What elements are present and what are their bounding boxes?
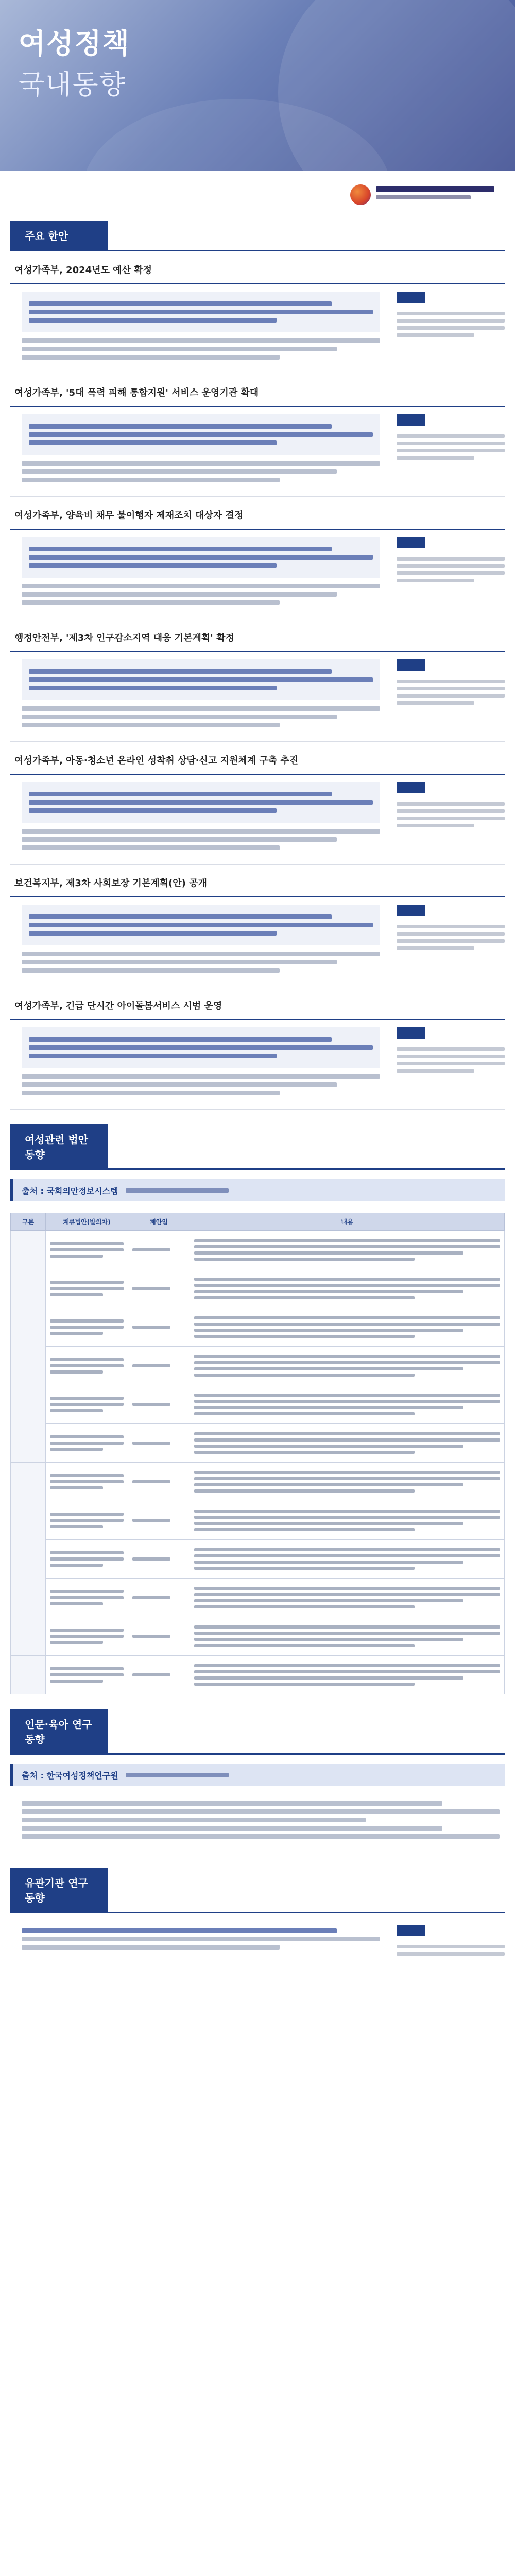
law-source-link[interactable] (126, 1188, 229, 1193)
report-title: 여성정책 (19, 27, 130, 60)
law-content-cell (190, 1308, 505, 1347)
news-article (10, 742, 505, 865)
law-table-header: 제안일 (128, 1213, 190, 1231)
source-tag (397, 905, 425, 916)
news-article-title: 보건복지부, 제3차 사회보장 기본계획(안) 공개 (10, 876, 505, 897)
article-source-panel (397, 537, 505, 608)
research1-table-placeholder (10, 1786, 505, 1853)
law-table (10, 1213, 505, 1694)
section-law-rule (10, 1168, 505, 1170)
institution-logo (350, 184, 494, 205)
law-date-cell (128, 1385, 190, 1424)
source-tag (397, 659, 425, 671)
law-date-cell (128, 1463, 190, 1501)
law-content-cell (190, 1540, 505, 1579)
law-table-row (11, 1617, 505, 1656)
law-table-row (11, 1269, 505, 1308)
law-category-cell (11, 1656, 46, 1694)
article-summary-box (22, 292, 380, 332)
law-bill-cell (46, 1656, 128, 1694)
law-table-row (11, 1424, 505, 1463)
article-source-panel (397, 1027, 505, 1099)
news-article (10, 374, 505, 497)
law-content-cell (190, 1617, 505, 1656)
article-summary-box (22, 414, 380, 455)
law-table-row (11, 1308, 505, 1347)
law-table-row (11, 1347, 505, 1385)
law-table-header: 계류법안(발의자) (46, 1213, 128, 1231)
law-category-cell (11, 1308, 46, 1385)
article-summary-box (22, 537, 380, 578)
law-table-row (11, 1501, 505, 1540)
law-table-header: 내용 (190, 1213, 505, 1231)
section-research1-banner: 인문·육아 연구 동향 (10, 1709, 108, 1753)
institution-name (376, 186, 494, 204)
hero-header (0, 0, 515, 171)
article-list (0, 251, 515, 1110)
law-content-cell (190, 1231, 505, 1269)
article-source-panel (397, 659, 505, 731)
institution-emblem-icon (350, 184, 371, 205)
law-category-cell (11, 1231, 46, 1308)
law-table-header: 구분 (11, 1213, 46, 1231)
law-content-cell (190, 1656, 505, 1694)
law-bill-cell (46, 1540, 128, 1579)
section-research1-rule (10, 1753, 505, 1755)
law-bill-cell (46, 1424, 128, 1463)
news-article-title: 여성가족부, '5대 폭력 피해 통합지원' 서비스 운영기관 확대 (10, 385, 505, 407)
law-table-row (11, 1579, 505, 1617)
news-article (10, 251, 505, 374)
news-article-title: 여성가족부, 아동·청소년 온라인 성착취 상담·신고 지원체계 구축 추진 (10, 753, 505, 775)
article-source-panel (397, 782, 505, 854)
law-date-cell (128, 1579, 190, 1617)
report-subtitle: 국내동향 (19, 70, 126, 100)
law-bill-cell (46, 1617, 128, 1656)
law-date-cell (128, 1269, 190, 1308)
law-category-cell (11, 1463, 46, 1656)
source-tag (397, 537, 425, 548)
research1-source-bar (10, 1764, 505, 1786)
news-article (10, 987, 505, 1110)
article-summary-box (22, 659, 380, 700)
law-bill-cell (46, 1463, 128, 1501)
law-content-cell (190, 1424, 505, 1463)
article-summary-box (22, 905, 380, 945)
source-tag (397, 782, 425, 793)
law-table-row (11, 1231, 505, 1269)
news-article (10, 619, 505, 742)
law-date-cell (128, 1308, 190, 1347)
section-main-banner: 주요 한안 (10, 221, 108, 250)
article-source-panel (397, 292, 505, 363)
law-content-cell (190, 1501, 505, 1540)
law-bill-cell (46, 1308, 128, 1347)
law-date-cell (128, 1424, 190, 1463)
article-source-panel (397, 905, 505, 976)
law-source-label: 출처 : 국회의안정보시스템 (22, 1186, 118, 1196)
law-date-cell (128, 1617, 190, 1656)
law-date-cell (128, 1347, 190, 1385)
law-content-cell (190, 1347, 505, 1385)
law-content-cell (190, 1463, 505, 1501)
source-tag (397, 1027, 425, 1039)
section-law-banner: 여성관련 법안 동향 (10, 1124, 108, 1168)
article-source-panel (397, 414, 505, 486)
law-bill-cell (46, 1385, 128, 1424)
law-date-cell (128, 1501, 190, 1540)
law-table-row (11, 1540, 505, 1579)
law-content-cell (190, 1269, 505, 1308)
law-bill-cell (46, 1269, 128, 1308)
law-content-cell (190, 1385, 505, 1424)
law-table-row (11, 1385, 505, 1424)
law-content-cell (190, 1579, 505, 1617)
law-source-bar (10, 1179, 505, 1201)
law-date-cell (128, 1540, 190, 1579)
section-research2-banner: 유관기관 연구동향 (10, 1868, 108, 1912)
article-summary-box (22, 1027, 380, 1068)
law-table-row (11, 1463, 505, 1501)
law-date-cell (128, 1656, 190, 1694)
source-tag (397, 1925, 425, 1936)
news-article (10, 865, 505, 987)
logo-bar (0, 171, 515, 221)
news-article-title: 여성가족부, 2024년도 예산 확정 (10, 263, 505, 284)
law-bill-cell (46, 1347, 128, 1385)
news-article-title: 여성가족부, 양육비 채무 불이행자 제재조치 대상자 결정 (10, 508, 505, 530)
source-tag (397, 414, 425, 426)
research1-source-label: 출처 : 한국여성정책연구원 (22, 1771, 118, 1781)
law-bill-cell (46, 1579, 128, 1617)
article-summary-box (22, 782, 380, 823)
news-article (10, 497, 505, 619)
research2-item (10, 1913, 505, 1970)
news-article-title: 행정안전부, '제3차 인구감소지역 대응 기본계획' 확정 (10, 631, 505, 652)
law-bill-cell (46, 1501, 128, 1540)
law-table-row (11, 1656, 505, 1694)
law-date-cell (128, 1231, 190, 1269)
law-category-cell (11, 1385, 46, 1463)
law-bill-cell (46, 1231, 128, 1269)
research1-source-link[interactable] (126, 1773, 229, 1777)
news-article-title: 여성가족부, 긴급 단시간 아이돌봄서비스 시범 운영 (10, 998, 505, 1020)
source-tag (397, 292, 425, 303)
